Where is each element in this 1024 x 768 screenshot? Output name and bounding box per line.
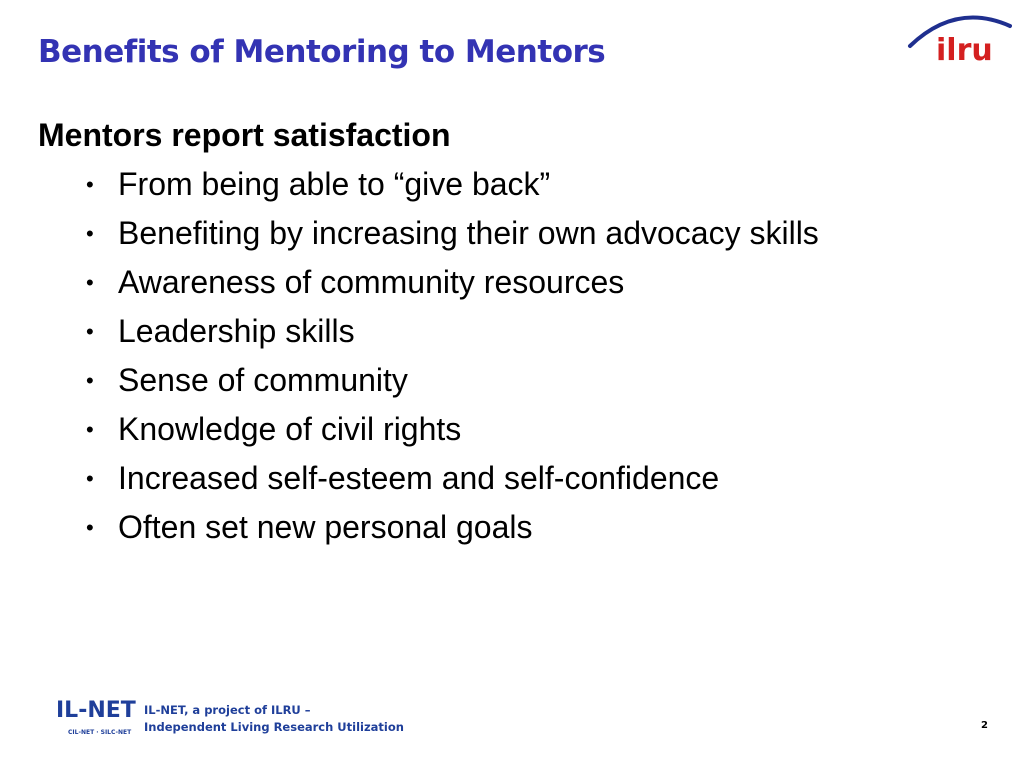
bullet-dot-icon: • (86, 368, 94, 393)
ilnet-logo (54, 693, 138, 739)
bullet-dot-icon: • (86, 466, 94, 491)
bullet-dot-icon: • (86, 172, 94, 197)
bullet-item: • Benefiting by increasing their own advocacy skills (84, 209, 988, 258)
bullet-dot-icon: • (86, 319, 94, 344)
bullet-list (38, 160, 988, 552)
slide-title: Benefits of Mentoring to Mentors (38, 34, 606, 70)
bullet-item: • Awareness of community resources (84, 258, 988, 307)
bullet-dot-icon: • (86, 417, 94, 442)
subheading: Mentors report satisfaction (38, 117, 451, 153)
bullet-item: • Often set new personal goals (84, 503, 988, 552)
page-number: 2 (981, 720, 988, 731)
footer-line-1: IL-NET, a project of ILRU – (144, 703, 311, 717)
ilnet-logo-subtext: CIL-NET · SILC-NET (68, 729, 132, 736)
bullet-dot-icon: • (86, 270, 94, 295)
bullet-item: • Increased self-esteem and self-confidence (84, 454, 988, 503)
ilru-logo-text: ilru (936, 33, 993, 68)
bullet-item: • From being able to “give back” (84, 160, 988, 209)
bullet-item: • Knowledge of civil rights (84, 405, 988, 454)
footer-line-2: Independent Living Research Utilization (144, 720, 404, 734)
bullet-dot-icon: • (86, 515, 94, 540)
ilnet-logo-text: IL-NET (56, 698, 136, 723)
bullet-item: • Leadership skills (84, 307, 988, 356)
footer-credit (144, 702, 404, 736)
slide-body (38, 114, 988, 552)
ilru-logo (906, 8, 1012, 70)
bullet-item: • Sense of community (84, 356, 988, 405)
bullet-dot-icon: • (86, 221, 94, 246)
